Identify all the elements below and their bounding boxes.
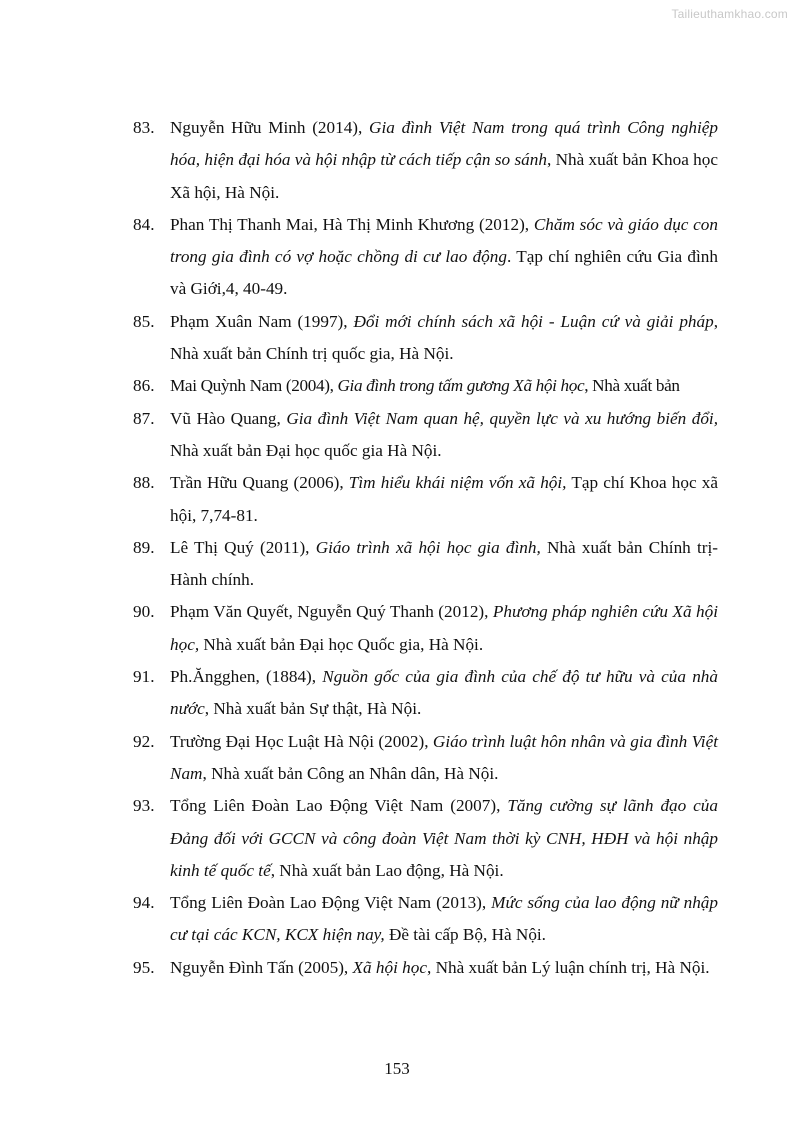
reference-title: Chăm sóc và giáo dục con trong gia đình có vợ hoặc chồng di cư lao động xyxy=(170,214,718,267)
reference-item xyxy=(0,887,794,952)
reference-number: 95. xyxy=(133,957,155,977)
reference-publisher: , Nhà xuất bản xyxy=(584,376,680,396)
reference-item xyxy=(0,952,794,984)
reference-number: 91. xyxy=(133,667,155,687)
reference-publisher: Nhà xuất bản Đại học Quốc gia, Hà Nội. xyxy=(199,634,484,654)
reference-publisher: , Nhà xuất bản Công an Nhân dân, Hà Nội. xyxy=(202,763,499,783)
reference-authors: Lê Thị Quý (2011), xyxy=(170,537,316,557)
reference-authors: Ph.Ăngghen, (1884), xyxy=(170,667,323,687)
reference-authors: Tổng Liên Đoàn Lao Động Việt Nam (2013), xyxy=(170,893,492,913)
reference-publisher: . Tạp chí nghiên cứu Gia đình và Giới,4, 40-49. xyxy=(170,247,718,299)
page-number: 153 xyxy=(384,1059,410,1078)
reference-authors: Nguyễn Hữu Minh (2014), xyxy=(170,118,370,137)
watermark: Tailieuthamkhao.com xyxy=(671,7,788,21)
reference-item xyxy=(0,596,794,661)
reference-publisher: , Nhà xuất bản Lao động, Hà Nội. xyxy=(270,860,504,880)
reference-authors: Trường Đại Học Luật Hà Nội (2002), xyxy=(170,731,433,751)
reference-number: 94. xyxy=(133,893,155,913)
reference-item xyxy=(0,532,794,597)
reference-number: 88. xyxy=(133,473,155,493)
reference-number: 86. xyxy=(133,376,155,396)
reference-title: Mức sống của lao động nữ nhập cư tại các KCN, KCX hiện nay, xyxy=(170,893,718,945)
reference-authors: Trần Hữu Quang (2006), xyxy=(170,473,349,493)
reference-title: Tăng cường sự lãnh đạo của Đảng đối với GCCN và công đoàn Việt Nam thời kỳ CNH, HĐH và hội nhập kinh tế quốc tế xyxy=(170,796,718,880)
reference-title: Tìm hiểu khái niệm vốn xã hội, xyxy=(348,473,567,493)
reference-authors: Tổng Liên Đoàn Lao Động Việt Nam (2007), xyxy=(170,796,508,816)
reference-number: 87. xyxy=(133,408,155,428)
reference-authors: Nguyễn Đình Tấn (2005), xyxy=(170,957,353,977)
reference-title: Giáo trình luật hôn nhân và gia đình Việt Nam xyxy=(170,731,718,783)
reference-item xyxy=(0,370,794,402)
reference-publisher: Nhà xuất bản Đại học quốc gia Hà Nội. xyxy=(170,440,442,460)
reference-publisher: Tạp chí Khoa học xã hội, 7,74-81. xyxy=(170,473,718,525)
reference-number: 85. xyxy=(133,311,155,331)
reference-title: Phương pháp nghiên cứu Xã hội học, xyxy=(170,602,718,654)
reference-item xyxy=(0,467,794,532)
reference-item xyxy=(0,112,794,209)
reference-item xyxy=(0,209,794,306)
reference-number: 92. xyxy=(133,731,155,751)
reference-title: Đổi mới chính sách xã hội - Luận cứ và giải pháp xyxy=(353,311,714,331)
reference-list xyxy=(0,112,794,984)
reference-publisher: , Nhà xuất bản Sự thật, Hà Nội. xyxy=(204,699,422,719)
reference-title: Giáo trình xã hội học gia đình, xyxy=(315,537,541,557)
reference-number: 83. xyxy=(133,118,155,137)
reference-item xyxy=(0,726,794,791)
reference-number: 90. xyxy=(133,602,155,622)
reference-authors: Vũ Hào Quang, xyxy=(170,408,287,428)
reference-number: 93. xyxy=(133,796,155,816)
reference-authors: Phạm Văn Quyết, Nguyễn Quý Thanh (2012), xyxy=(170,602,493,622)
reference-title: Gia đình Việt Nam trong quá trình Công nghiệp hóa, hiện đại hóa và hội nhập từ cách tiếp cận so sánh xyxy=(170,118,718,170)
reference-authors: Phan Thị Thanh Mai, Hà Thị Minh Khương (2012), xyxy=(170,214,534,234)
reference-number: 84. xyxy=(133,214,155,234)
reference-publisher: Nhà xuất bản Chính trị- Hành chính. xyxy=(170,537,719,590)
reference-item xyxy=(0,306,794,371)
reference-authors: Phạm Xuân Nam (1997), xyxy=(170,311,354,331)
reference-publisher: , Nhà xuất bản Khoa học Xã hội, Hà Nội. xyxy=(170,150,718,202)
reference-publisher: , Nhà xuất bản Chính trị quốc gia, Hà Nội. xyxy=(170,311,718,364)
reference-title: Gia đình trong tấm gương Xã hội học xyxy=(337,376,585,396)
reference-number: 89. xyxy=(133,537,155,557)
reference-item xyxy=(0,403,794,468)
reference-authors: Mai Quỳnh Nam (2004), xyxy=(170,376,338,396)
reference-publisher: Đề tài cấp Bộ, Hà Nội. xyxy=(384,925,546,945)
reference-item xyxy=(0,661,794,726)
reference-title: Xã hội học xyxy=(352,957,427,977)
reference-item xyxy=(0,790,794,887)
reference-publisher: , Nhà xuất bản Lý luận chính trị, Hà Nội. xyxy=(426,957,710,977)
reference-title: Nguồn gốc của gia đình của chế độ tư hữu và của nhà nước xyxy=(170,667,718,719)
reference-title: Gia đình Việt Nam quan hệ, quyền lực và xu hướng biến đổi, xyxy=(286,408,719,428)
